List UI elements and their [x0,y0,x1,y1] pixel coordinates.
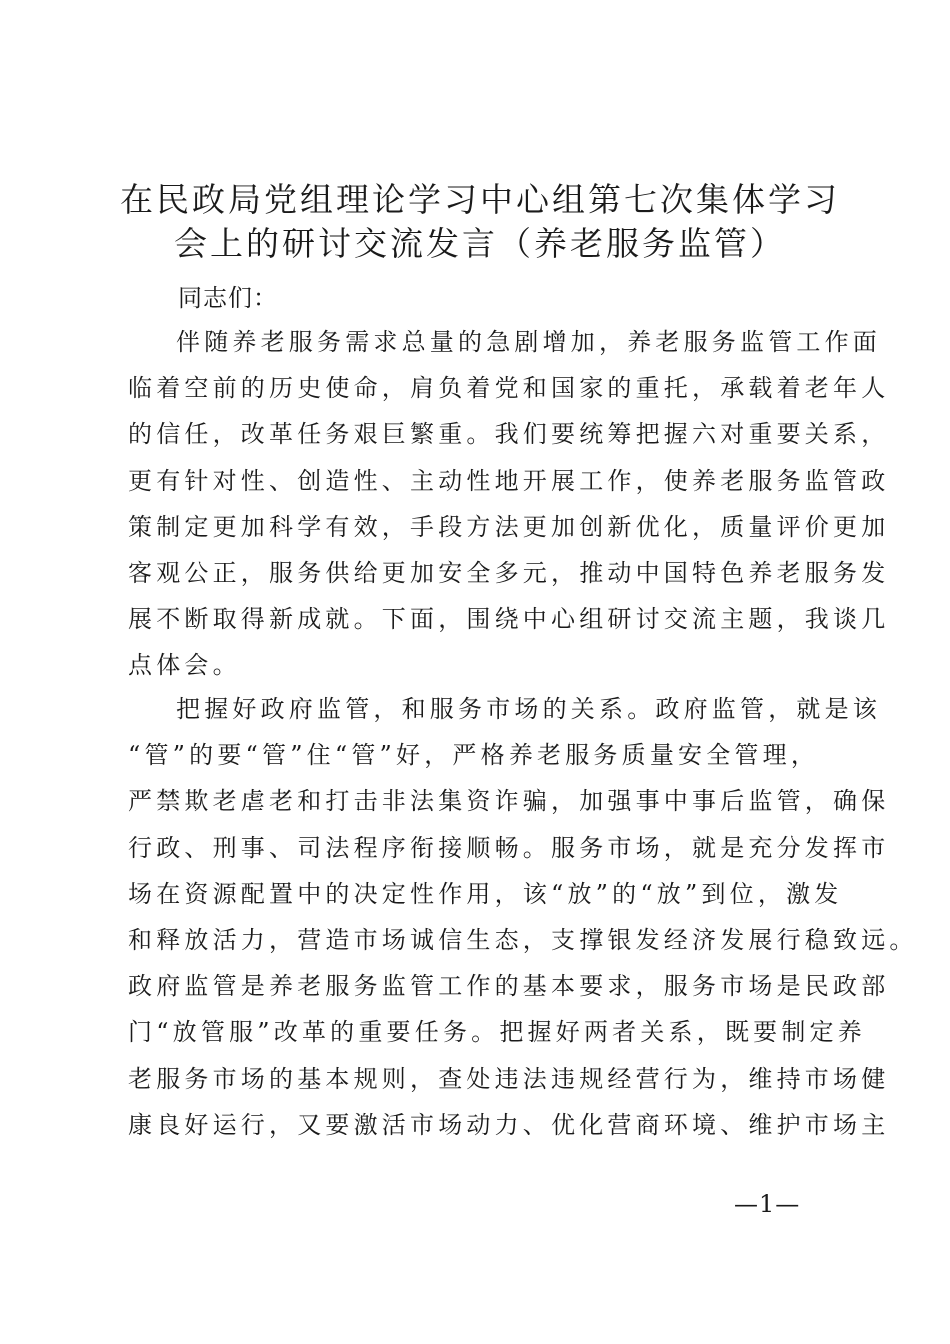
paragraph-line: 政府监管是养老服务监管工作的基本要求，服务市场是民政部 [128,972,890,1001]
paragraph-line: 更有针对性、创造性、主动性地开展工作，使养老服务监管政 [128,466,890,495]
paragraph-line: 行政、刑事、司法程序衔接顺畅。服务市场，就是充分发挥市 [128,833,890,862]
greeting: 同志们： [178,284,278,312]
document-title-line-2: 会上的研讨交流发言（养老服务监管） [174,224,786,263]
paragraph-line: 客观公正，服务供给更加安全多元，推动中国特色养老服务发 [128,558,890,587]
paragraph-line: 点体会。 [128,651,241,680]
paragraph-line: 展不断取得新成就。下面，围绕中心组研讨交流主题，我谈几 [128,605,890,634]
paragraph-line: 和释放活力，营造市场诚信生态，支撑银发经济发展行稳致远。 [128,925,918,954]
paragraph-line: 的信任，改革任务艰巨繁重。我们要统筹把握六对重要关系， [128,420,890,449]
paragraph-line: “管”的要“管”住“管”好，严格养老服务质量安全管理， [128,741,820,770]
paragraph-line: 场在资源配置中的决定性作用，该“放”的“放”到位，激发 [128,879,843,908]
paragraph-line: 伴随养老服务需求总量的急剧增加，养老服务监管工作面 [176,328,881,356]
paragraph-line: 门“放管服”改革的重要任务。把握好两者关系，既要制定养 [128,1018,866,1047]
paragraph-line: 老服务市场的基本规则，查处违法违规经营行为，维持市场健 [128,1064,890,1093]
paragraph-line: 严禁欺老虐老和打击非法集资诈骗，加强事中事后监管，确保 [128,787,890,816]
paragraph-2 [128,686,918,1148]
paragraph-line: 临着空前的历史使命，肩负着党和国家的重托，承载着老年人 [128,374,890,403]
page-number: —1— [734,1190,801,1218]
paragraph-line: 把握好政府监管，和服务市场的关系。政府监管，就是该 [176,695,881,723]
paragraph-line: 策制定更加科学有效，手段方法更加创新优化，质量评价更加 [128,512,890,541]
paragraph-1 [128,319,890,689]
paragraph-line: 康良好运行，又要激活市场动力、优化营商环境、维护市场主 [128,1110,890,1139]
document-title-line-1: 在民政局党组理论学习中心组第七次集体学习 [120,180,840,219]
